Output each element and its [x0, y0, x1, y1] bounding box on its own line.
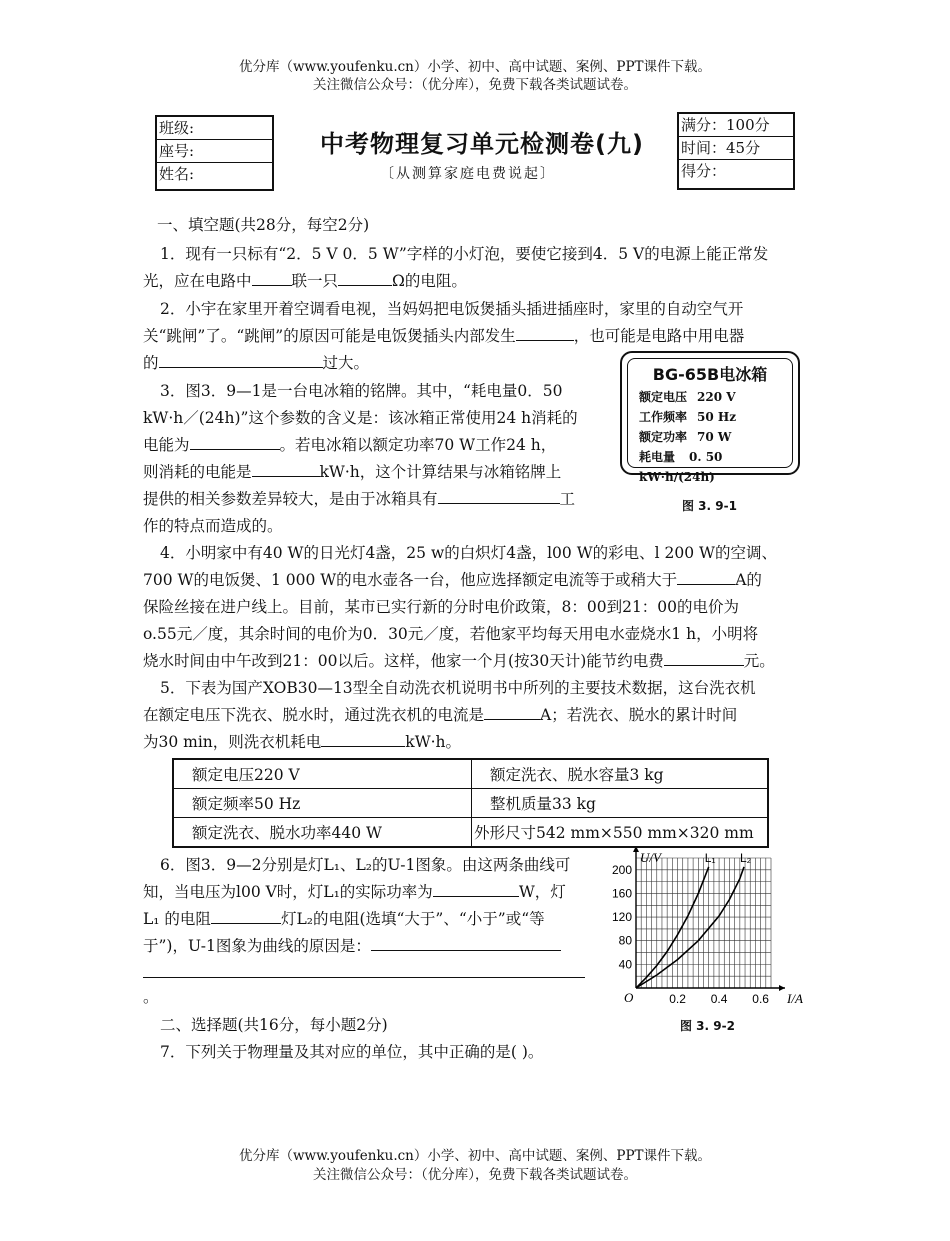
q4-line-3: 保险丝接在进户线上。目前，某市已实行新的分时电价政策，8：00到21：00的电价为 [143, 598, 740, 616]
exam-title: 中考物理复习单元检测卷(九) [320, 130, 644, 158]
blank[interactable] [211, 907, 281, 924]
q3-line-1: 3．图3．9—1是一台电冰箱的铭牌。其中，“耗电量0．50 [160, 382, 563, 400]
x-axis-label: I/A [787, 991, 803, 1006]
u-i-graph [610, 848, 810, 1008]
blank[interactable] [338, 269, 392, 286]
q6-line-2: 知，当电压为l00 V时，灯L₁的实际功率为 W，灯 [143, 879, 566, 906]
blank[interactable] [252, 269, 292, 286]
y-axis-arrow [633, 848, 639, 852]
blank[interactable] [433, 880, 519, 897]
q2-line-1: 2．小宇在家里开着空调看电视，当妈妈把电饭煲插头插进插座时，家里的自动空气开 [160, 300, 744, 318]
table-row [173, 789, 768, 818]
header-line-2: 关注微信公众号：（优分库），免费下载各类试题试卷。 [313, 77, 637, 93]
blank[interactable] [516, 324, 574, 341]
origin-label: O [624, 990, 634, 1005]
student-info-box [155, 115, 274, 191]
q4-line-4: o.55元／度，其余时间的电价为0．30元／度，若他家平均每天用电水壶烧水1 h，小明将 [143, 625, 759, 643]
footer-line-2: 关注微信公众号：（优分库），免费下载各类试题试卷。 [313, 1167, 637, 1183]
y-tick-label: 80 [618, 933, 632, 948]
q2-line-3: 的 过大。 [143, 350, 369, 377]
blank[interactable] [252, 460, 320, 477]
table-cell: 额定洗衣、脱水功率440 W [173, 818, 472, 848]
table-cell: 额定频率50 Hz [173, 789, 472, 818]
table-cell: 整机质量33 kg [472, 789, 769, 818]
blank[interactable] [484, 703, 540, 720]
score-field: 得分： [681, 162, 727, 180]
section-1-heading: 一、填空题(共28分，每空2分) [157, 216, 370, 234]
q4-line-1: 4．小明家中有40 W的日光灯4盏，25 w的白炽灯4盏，l00 W的彩电、l 200 W的空调、 [160, 544, 777, 562]
table-row [173, 759, 768, 789]
q5-line-3: 为30 min，则洗衣机耗电 kW·h。 [143, 729, 461, 756]
y-axis-label: U/V [640, 850, 661, 865]
q6-line-3: L₁ 的电阻 灯L₂的电阻(选填“大于”、“小于”或“等 [143, 906, 545, 933]
x-tick-label: 0.4 [710, 992, 728, 1006]
q7-line-1: 7．下列关于物理量及其对应的单位，其中正确的是( )。 [160, 1043, 544, 1061]
full-score: 满分：100分 [679, 114, 793, 137]
blank[interactable] [190, 433, 280, 450]
spec-row: 工作频率 50 Hz [639, 410, 737, 424]
q3-line-6: 作的特点而造成的。 [143, 517, 283, 535]
exam-subtitle: 〔从测算家庭电费说起〕 [380, 166, 556, 182]
series-label-2: L₂ [740, 851, 752, 865]
figure-1-caption: 图 3. 9-1 [682, 499, 737, 513]
blank[interactable] [677, 568, 735, 585]
seat-field: 座号: [157, 140, 272, 163]
blank[interactable] [438, 487, 560, 504]
blank[interactable] [371, 934, 561, 951]
q3-line-3: 电能为 。若电冰箱以额定功率70 W工作24 h， [143, 432, 556, 459]
q6-line-5 [143, 960, 585, 987]
blank[interactable] [143, 961, 585, 978]
blank[interactable] [664, 649, 744, 666]
q4-line-2: 700 W的电饭煲、1 000 W的电水壶各一台，他应选择额定电流等于或稍大于 A的 [143, 567, 762, 594]
washer-spec-table [172, 758, 769, 848]
spec-row: 额定电压 220 V [639, 390, 736, 404]
x-tick-label: 0.2 [669, 992, 686, 1006]
section-2-heading: 二、选择题(共16分，每小题2分) [160, 1016, 388, 1034]
x-tick-label: 0.6 [752, 992, 769, 1006]
q2-line-2: 关“跳闸”了。“跳闸”的原因可能是电饭煲插头内部发生 ，也可能是电路中用电器 [143, 323, 744, 350]
q5-line-2: 在额定电压下洗衣、脱水时，通过洗衣机的电流是 A；若洗衣、脱水的累计时间 [143, 702, 737, 729]
name-field: 姓名: [159, 165, 195, 183]
table-cell: 外形尺寸542 mm×550 mm×320 mm [472, 818, 769, 848]
q6-line-6: 。 [143, 988, 159, 1006]
series-label-1: L₁ [704, 851, 716, 865]
figure-2-caption: 图 3. 9-2 [680, 1019, 735, 1033]
q1-line-1: 1．现有一只标有“2．5 V 0．5 W”字样的小灯泡，要使它接到4．5 V的电源上能正常发 [160, 245, 769, 263]
y-tick-label: 160 [611, 886, 632, 901]
class-field: 班级: [157, 117, 272, 140]
footer-line-1: 优分库（www.youfenku.cn）小学、初中、高中试题、案例、PPT课件下载。 [238, 1148, 712, 1164]
blank[interactable] [321, 730, 405, 747]
q5-line-1: 5．下表为国产XOB30—13型全自动洗衣机说明书中所列的主要技术数据，这台洗衣机 [160, 679, 756, 697]
score-info-box [677, 112, 795, 190]
y-tick-label: 40 [618, 957, 632, 972]
fridge-model: BG-65B电冰箱 [652, 365, 768, 384]
time-limit: 时间：45分 [679, 137, 793, 160]
blank[interactable] [159, 351, 323, 368]
fridge-nameplate [620, 351, 800, 484]
table-row [173, 818, 768, 848]
q6-line-1: 6．图3．9—2分别是灯L₁、L₂的U-1图象。由这两条曲线可 [160, 856, 571, 874]
fridge-specs [639, 387, 798, 487]
header-line-1: 优分库（www.youfenku.cn）小学、初中、高中试题、案例、PPT课件下载。 [238, 59, 712, 75]
table-cell: 额定电压220 V [173, 759, 472, 789]
q3-line-4: 则消耗的电能是 kW·h，这个计算结果与冰箱铭牌上 [143, 459, 561, 486]
spec-row: 耗电量 0. 50 kW·h/(24h) [639, 450, 723, 484]
x-axis-arrow [779, 985, 785, 991]
spec-row: 额定功率 70 W [639, 430, 732, 444]
q1-line-2: 光，应在电路中 联一只 Ω的电阻。 [143, 268, 467, 295]
table-cell: 额定洗衣、脱水容量3 kg [472, 759, 769, 789]
q6-line-4: 于”)，U-1图象为曲线的原因是： [143, 933, 561, 960]
q4-line-5: 烧水时间由中午改到21：00以后。这样，他家一个月(按30天计)能节约电费 元。 [143, 648, 775, 675]
q3-line-2: kW·h／(24h)”这个参数的含义是：该冰箱正常使用24 h消耗的 [143, 409, 578, 427]
y-tick-label: 120 [611, 910, 632, 925]
q3-line-5: 提供的相关参数差异较大，是由于冰箱具有 工 [143, 486, 575, 513]
y-tick-label: 200 [611, 862, 632, 877]
